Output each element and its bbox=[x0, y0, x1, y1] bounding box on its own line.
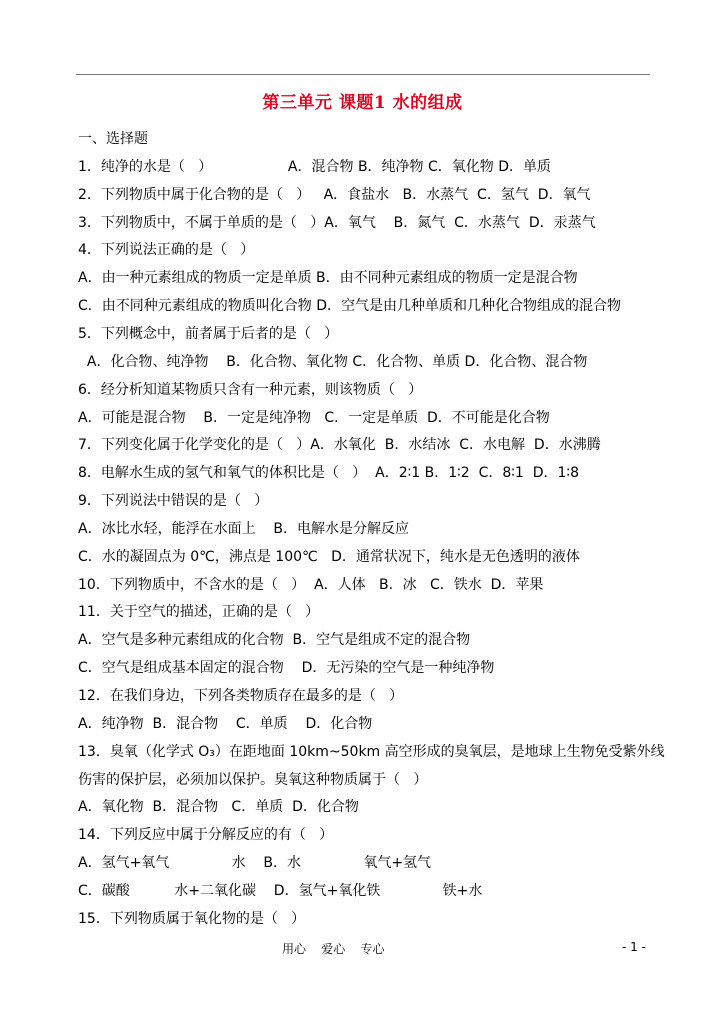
text-line: C．碳酸 水+二氧化碳 D．氢气+氧化铁 铁+水 bbox=[78, 882, 483, 899]
text-line: C．由不同种元素组成的物质叫化合物 D．空气是由几种单质和几种化合物组成的混合物 bbox=[78, 298, 622, 315]
text-line: 15．下列物质属于氧化物的是（ ） bbox=[78, 910, 306, 927]
text-line: 1．纯净的水是（ ） A．混合物 B．纯净物 C．氧化物 D．单质 bbox=[78, 158, 551, 175]
text-line: 8．电解水生成的氢气和氧气的体积比是（ ） A．2∶1 B．1∶2 C．8∶1 D．1∶8 bbox=[78, 465, 579, 482]
text-line: A．化合物、纯净物 B．化合物、氧化物 C．化合物、单质 D．化合物、混合物 bbox=[78, 353, 588, 370]
text-line: 7．下列变化属于化学变化的是（ ）A．水氧化 B．水结冰 C．水电解 D．水沸腾 bbox=[78, 437, 601, 454]
text-line: 3．下列物质中，不属于单质的是（ ）A．氧气 B．氮气 C．水蒸气 D．汞蒸气 bbox=[78, 214, 596, 231]
header-rule bbox=[76, 74, 650, 75]
page-number: - 1 - bbox=[622, 940, 646, 954]
text-line: 13．臭氧（化学式 O₃）在距地面 10km~50km 高空形成的臭氧层，是地球上生物免受紫外线 bbox=[78, 743, 665, 760]
text-line: 5．下列概念中，前者属于后者的是（ ） bbox=[78, 325, 339, 342]
text-line: C．水的凝固点为 0℃，沸点是 100℃ D．通常状况下，纯水是无色透明的液体 bbox=[78, 548, 580, 565]
text-line: A．由一种元素组成的物质一定是单质 B．由不同种元素组成的物质一定是混合物 bbox=[78, 270, 578, 287]
text-line: 4．下列说法正确的是（ ） bbox=[78, 242, 255, 259]
page-title: 第三单元 课题1 水的组成 bbox=[262, 93, 463, 113]
text-line: 2．下列物质中属于化合物的是（ ） A．食盐水 B．水蒸气 C．氢气 D．氧气 bbox=[78, 186, 591, 203]
text-line: A．纯净物 B．混合物 C．单质 D．化合物 bbox=[78, 715, 373, 732]
text-line: 9．下列说法中错误的是（ ） bbox=[78, 493, 269, 510]
text-line: A．冰比水轻，能浮在水面上 B．电解水是分解反应 bbox=[78, 520, 409, 537]
text-line: 伤害的保护层，必须加以保护。臭氧这种物质属于（ ） bbox=[78, 771, 428, 788]
text-line: A．氢气+氧气 水 B．水 氧气+氢气 bbox=[78, 855, 432, 872]
text-line: A．空气是多种元素组成的化合物 B．空气是组成不定的混合物 bbox=[78, 632, 471, 649]
footer-text: 用心 爱心 专心 bbox=[282, 942, 385, 956]
text-line: A．氧化物 B．混合物 C．单质 D．化合物 bbox=[78, 799, 359, 816]
text-line: 一、选择题 bbox=[78, 131, 148, 147]
text-line: A．可能是混合物 B．一定是纯净物 C．一定是单质 D．不可能是化合物 bbox=[78, 409, 550, 426]
text-line: 6．经分析知道某物质只含有一种元素，则该物质（ ） bbox=[78, 381, 423, 398]
text-line: 12．在我们身边，下列各类物质存在最多的是（ ） bbox=[78, 688, 404, 704]
text-line: 11．关于空气的描述，正确的是（ ） bbox=[78, 604, 320, 621]
text-line: 14．下列反应中属于分解反应的有（ ） bbox=[78, 827, 334, 844]
text-line: C．空气是组成基本固定的混合物 D．无污染的空气是一种纯净物 bbox=[78, 660, 495, 677]
text-line: 10．下列物质中，不含水的是（ ） A．人体 B．冰 C．铁水 D．苹果 bbox=[78, 576, 544, 593]
